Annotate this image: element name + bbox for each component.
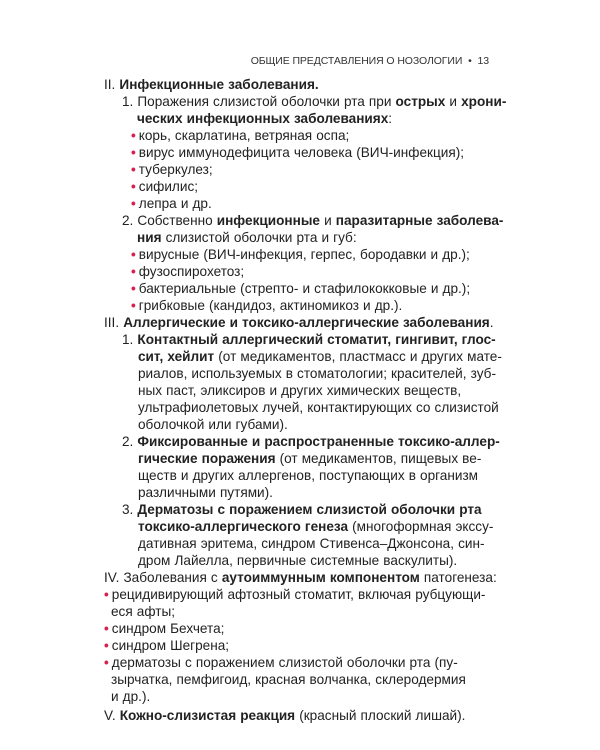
list-item — [131, 178, 198, 195]
bullet-icon: • — [104, 621, 109, 636]
item-3-1-line-3: риалов, используемых в стоматологии; красителей, зуб- — [138, 366, 496, 381]
text-run: V. — [104, 708, 120, 723]
text-run: Контактный аллергический стоматит, гингивит, глос- — [137, 332, 496, 347]
text-run: и — [320, 213, 336, 228]
text-run: токсико-аллергического генеза — [138, 519, 349, 534]
list-item — [104, 586, 485, 603]
item-3-2-line-4: различными путями). — [138, 485, 273, 500]
text-run: Кожно-слизистая реакция — [119, 708, 296, 723]
text-run: гические поражения — [138, 451, 276, 466]
bullet-icon: • — [131, 264, 136, 279]
text-run: Фиксированные и распространенные токсико-аллер- — [137, 434, 500, 449]
text-run: лепра и др. — [138, 196, 212, 211]
text-run: 1. — [122, 332, 138, 347]
text-run: (красный плоский лишай). — [295, 708, 466, 723]
text-run: ния — [137, 230, 162, 245]
section-4-heading — [104, 569, 497, 586]
text-run: паразитарные заболева- — [335, 213, 504, 228]
list-item — [131, 246, 470, 263]
item-2-1-line-1 — [122, 93, 506, 110]
separator-bullet: • — [468, 55, 472, 67]
item-2-2-line-1 — [122, 212, 503, 229]
text-run: IV. Заболевания с — [104, 570, 222, 585]
running-head — [251, 55, 489, 67]
text-run: II. — [104, 77, 116, 92]
section-2-heading — [104, 76, 319, 93]
text-run: и — [445, 94, 462, 109]
bullet-icon: • — [131, 162, 136, 177]
section-5-heading — [104, 707, 465, 724]
text-run: 2. — [122, 434, 138, 449]
item-3-3-line-1 — [122, 501, 482, 518]
item-3-2-line-3: ществ и других аллергенов, поступающих в организм — [138, 468, 479, 483]
running-title: ОБЩИЕ ПРЕДСТАВЛЕНИЯ О НОЗОЛОГИИ — [250, 55, 463, 67]
text-run: (многоформная экссу- — [348, 519, 494, 534]
text-run: патогенеза: — [419, 570, 497, 585]
list-item-continuation: и др.). — [111, 689, 151, 704]
item-3-1-line-1 — [122, 331, 496, 348]
text-run: корь, скарлатина, ветряная оспа; — [138, 128, 350, 143]
text-run: : — [388, 111, 393, 126]
item-3-2-line-2 — [138, 450, 481, 467]
bullet-icon: • — [131, 247, 136, 262]
text-run: туберкулез; — [138, 162, 213, 177]
bullet-icon: • — [104, 638, 109, 653]
list-item — [131, 161, 213, 178]
text-run: хрони- — [461, 94, 507, 109]
text-run: 1. Поражения слизистой оболочки рта при — [122, 94, 396, 109]
text-run: сифилис; — [138, 179, 199, 194]
bullet-icon: • — [131, 145, 136, 160]
bullet-icon: • — [131, 298, 136, 313]
bullet-icon: • — [131, 128, 136, 143]
list-item — [104, 654, 458, 671]
bullet-icon: • — [131, 196, 136, 211]
text-run: рецидивирующий афтозный стоматит, включая рубцующи- — [111, 587, 486, 602]
list-item — [131, 280, 470, 297]
text-run: 3. — [122, 502, 138, 517]
list-item — [131, 297, 402, 314]
list-item — [131, 263, 244, 280]
text-run: грибковые (кандидоз, актиномикоз и др.). — [138, 298, 403, 313]
text-run: (от медикаментов, пищевых ве- — [275, 451, 482, 466]
text-run: синдром Шегрена; — [111, 638, 230, 653]
section-3-heading — [104, 314, 494, 331]
item-2-1-line-2 — [137, 110, 392, 127]
list-item — [131, 195, 212, 212]
bullet-icon: • — [131, 179, 136, 194]
item-2-2-line-2 — [137, 229, 357, 246]
text-run: синдром Бехчета; — [111, 621, 225, 636]
text-run: Инфекционные заболевания. — [119, 77, 319, 92]
text-run: . — [489, 315, 494, 330]
text-run: острых — [395, 94, 446, 109]
list-item — [131, 144, 464, 161]
text-run: фузоспирохетоз; — [138, 264, 245, 279]
item-3-1-line-2 — [138, 348, 502, 365]
item-3-3-line-4: дром Лайелла, первичные системные васкулиты). — [138, 553, 458, 568]
list-item — [104, 620, 224, 637]
bullet-icon: • — [104, 655, 109, 670]
item-3-1-line-4: ных паст, эликсиров и других химических веществ, — [138, 383, 462, 398]
text-run: 2. Собственно — [122, 213, 217, 228]
item-3-3-line-2 — [138, 518, 493, 535]
item-3-1-line-5: ультрафиолетовых лучей, контактирующих со слизистой — [138, 400, 499, 415]
text-run: слизистой оболочки рта и губ: — [161, 230, 357, 245]
text-run: аутоиммунным компонентом — [221, 570, 420, 585]
text-run: Аллергические и токсико-аллергические заболевания — [123, 315, 490, 330]
text-run: вирусные (ВИЧ-инфекция, герпес, бородавки и др.); — [138, 247, 470, 262]
text-run: Дерматозы с поражением слизистой оболочки рта — [137, 502, 482, 517]
text-run: сит, хейлит — [138, 349, 215, 364]
text-run: дерматозы с поражением слизистой оболочки рта (пу- — [111, 655, 458, 670]
list-item — [131, 127, 349, 144]
item-3-1-line-6: оболочкой или губами). — [138, 417, 288, 432]
list-item — [104, 637, 229, 654]
text-run: (от медикаментов, пластмасс и других мате- — [214, 349, 502, 364]
text-run: инфекционные — [216, 213, 320, 228]
bullet-icon: • — [104, 587, 109, 602]
text-run: бактериальные (стрепто- и стафилококковые и др.); — [138, 281, 471, 296]
item-3-3-line-3: дативная эритема, синдром Стивенса–Джонсона, син- — [138, 536, 485, 551]
list-item-continuation: зырчатка, пемфигоид, красная волчанка, склеродермия — [111, 672, 466, 687]
text-run: ческих инфекционных заболеваниях — [137, 111, 389, 126]
bullet-icon: • — [131, 281, 136, 296]
text-run: III. — [104, 315, 120, 330]
item-3-2-line-1 — [122, 433, 500, 450]
page-number: 13 — [477, 55, 489, 67]
text-run: вирус иммунодефицита человека (ВИЧ-инфекция); — [138, 145, 465, 160]
list-item-continuation: еся афты; — [111, 604, 176, 619]
